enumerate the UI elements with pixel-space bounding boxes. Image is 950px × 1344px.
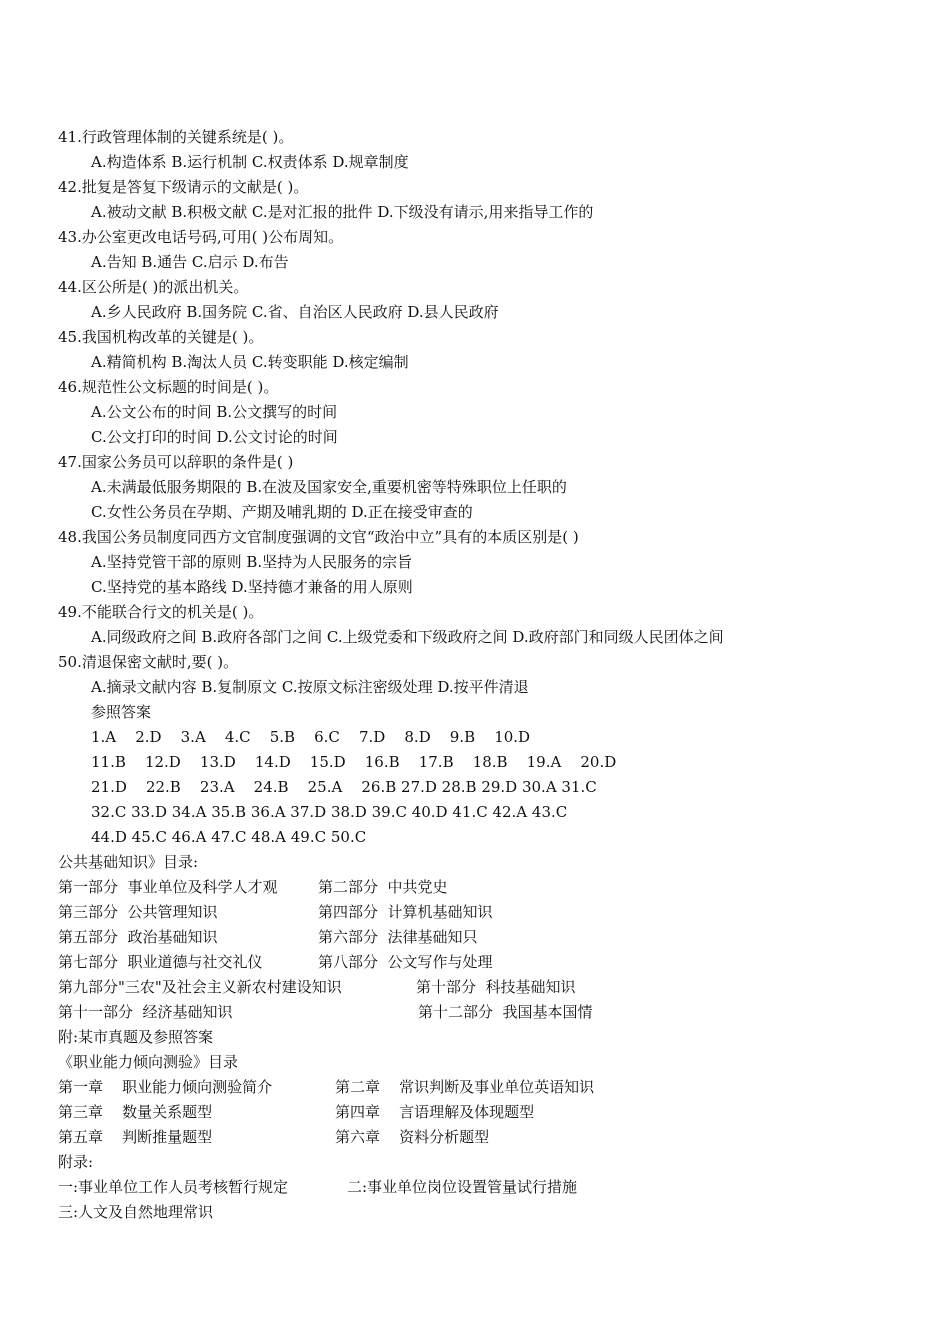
- answer-key-title: 参照答案: [91, 703, 152, 721]
- toc-item: 第一章 职业能力倾向测验简介: [58, 1078, 273, 1096]
- question-46-options-1: A.公文公布的时间 B.公文撰写的时间: [91, 403, 338, 421]
- toc-item: 第八部分 公文写作与处理: [318, 953, 493, 971]
- question-48-options-1: A.坚持党管干部的原则 B.坚持为人民服务的宗旨: [91, 553, 413, 571]
- toc-aptitude-title: 《职业能力倾向测验》目录: [58, 1053, 239, 1071]
- question-49-options: A.同级政府之间 B.政府各部门之间 C.上级党委和下级政府之间 D.政府部门和同级人民团体之间: [91, 628, 724, 646]
- appendix-item: 二:事业单位岗位设置管量试行措施: [347, 1178, 578, 1196]
- question-44-stem: 44.区公所是( )的派出机关。: [58, 278, 249, 296]
- question-44-options: A.乡人民政府 B.国务院 C.省、自治区人民政府 D.县人民政府: [91, 303, 499, 321]
- toc-item: 第十部分 科技基础知识: [416, 978, 576, 996]
- toc-item: 第五章 判断推量题型: [58, 1128, 213, 1146]
- toc-item: 第十一部分 经济基础知识: [58, 1003, 233, 1021]
- toc-item: 第三部分 公共管理知识: [58, 903, 218, 921]
- question-48-stem: 48.我国公务员制度同西方文官制度强调的文官“政治中立”具有的本质区别是( ): [58, 528, 579, 546]
- answer-key-line: 1.A 2.D 3.A 4.C 5.B 6.C 7.D 8.D 9.B 10.D: [91, 728, 531, 746]
- toc-item: 第四部分 计算机基础知识: [318, 903, 493, 921]
- toc-public-knowledge-title: 公共基础知识》目录:: [58, 853, 199, 871]
- toc-item: 第四章 言语理解及体现题型: [335, 1103, 535, 1121]
- answer-key-line: 21.D 22.B 23.A 24.B 25.A 26.B 27.D 28.B 29.D 30.A 31.C: [91, 778, 597, 796]
- question-45-options: A.精简机构 B.淘汰人员 C.转变职能 D.核定编制: [91, 353, 409, 371]
- toc-item: 第六章 资料分析题型: [335, 1128, 490, 1146]
- question-46-stem: 46.规范性公文标题的时间是( )。: [58, 378, 279, 396]
- question-41-options: A.构造体系 B.运行机制 C.权责体系 D.规章制度: [91, 153, 409, 171]
- toc-item: 第二章 常识判断及事业单位英语知识: [335, 1078, 595, 1096]
- question-42-stem: 42.批复是答复下级请示的文献是( )。: [58, 178, 309, 196]
- toc-item: 第十二部分 我国基本国情: [418, 1003, 593, 1021]
- question-45-stem: 45.我国机构改革的关键是( )。: [58, 328, 264, 346]
- toc-item: 第五部分 政治基础知识: [58, 928, 218, 946]
- question-48-options-2: C.坚持党的基本路线 D.坚持德才兼备的用人原则: [91, 578, 413, 596]
- answer-key-line: 44.D 45.C 46.A 47.C 48.A 49.C 50.C: [91, 828, 367, 846]
- question-47-options-1: A.未满最低服务期限的 B.在波及国家安全,重要机密等特殊职位上任职的: [91, 478, 567, 496]
- question-49-stem: 49.不能联合行文的机关是( )。: [58, 603, 264, 621]
- toc-item: 第三章 数量关系题型: [58, 1103, 213, 1121]
- toc-item: 第二部分 中共党史: [318, 878, 448, 896]
- question-42-options: A.被动文献 B.积极文献 C.是对汇报的批件 D.下级没有请示,用来指导工作的: [91, 203, 594, 221]
- answer-key-line: 11.B 12.D 13.D 14.D 15.D 16.B 17.B 18.B 19.A 20.D: [91, 753, 617, 771]
- toc-item: 第七部分 职业道德与社交礼仪: [58, 953, 263, 971]
- question-43-stem: 43.办公室更改电话号码,可用( )公布周知。: [58, 228, 344, 246]
- question-43-options: A.告知 B.通告 C.启示 D.布告: [91, 253, 289, 271]
- toc-item: 第九部分"三农"及社会主义新农村建设知识: [58, 978, 342, 996]
- question-47-options-2: C.女性公务员在孕期、产期及哺乳期的 D.正在接受审查的: [91, 503, 473, 521]
- appendix-item: 一:事业单位工作人员考核暂行规定: [58, 1178, 289, 1196]
- question-41-stem: 41.行政管理体制的关键系统是( )。: [58, 128, 294, 146]
- toc-item: 第一部分 事业单位及科学人才观: [58, 878, 278, 896]
- answer-key-line: 32.C 33.D 34.A 35.B 36.A 37.D 38.D 39.C 40.D 41.C 42.A 43.C: [91, 803, 568, 821]
- question-50-options: A.摘录文献内容 B.复制原文 C.按原文标注密级处理 D.按平件清退: [91, 678, 529, 696]
- toc-appendix-note: 附:某市真题及参照答案: [58, 1028, 214, 1046]
- question-50-stem: 50.清退保密文献时,要( )。: [58, 653, 239, 671]
- question-47-stem: 47.国家公务员可以辞职的条件是( ): [58, 453, 294, 471]
- appendix-item: 三:人文及自然地理常识: [58, 1203, 214, 1221]
- question-46-options-2: C.公文打印的时间 D.公文讨论的时间: [91, 428, 338, 446]
- appendix-title: 附录:: [58, 1153, 94, 1171]
- toc-item: 第六部分 法律基础知只: [318, 928, 478, 946]
